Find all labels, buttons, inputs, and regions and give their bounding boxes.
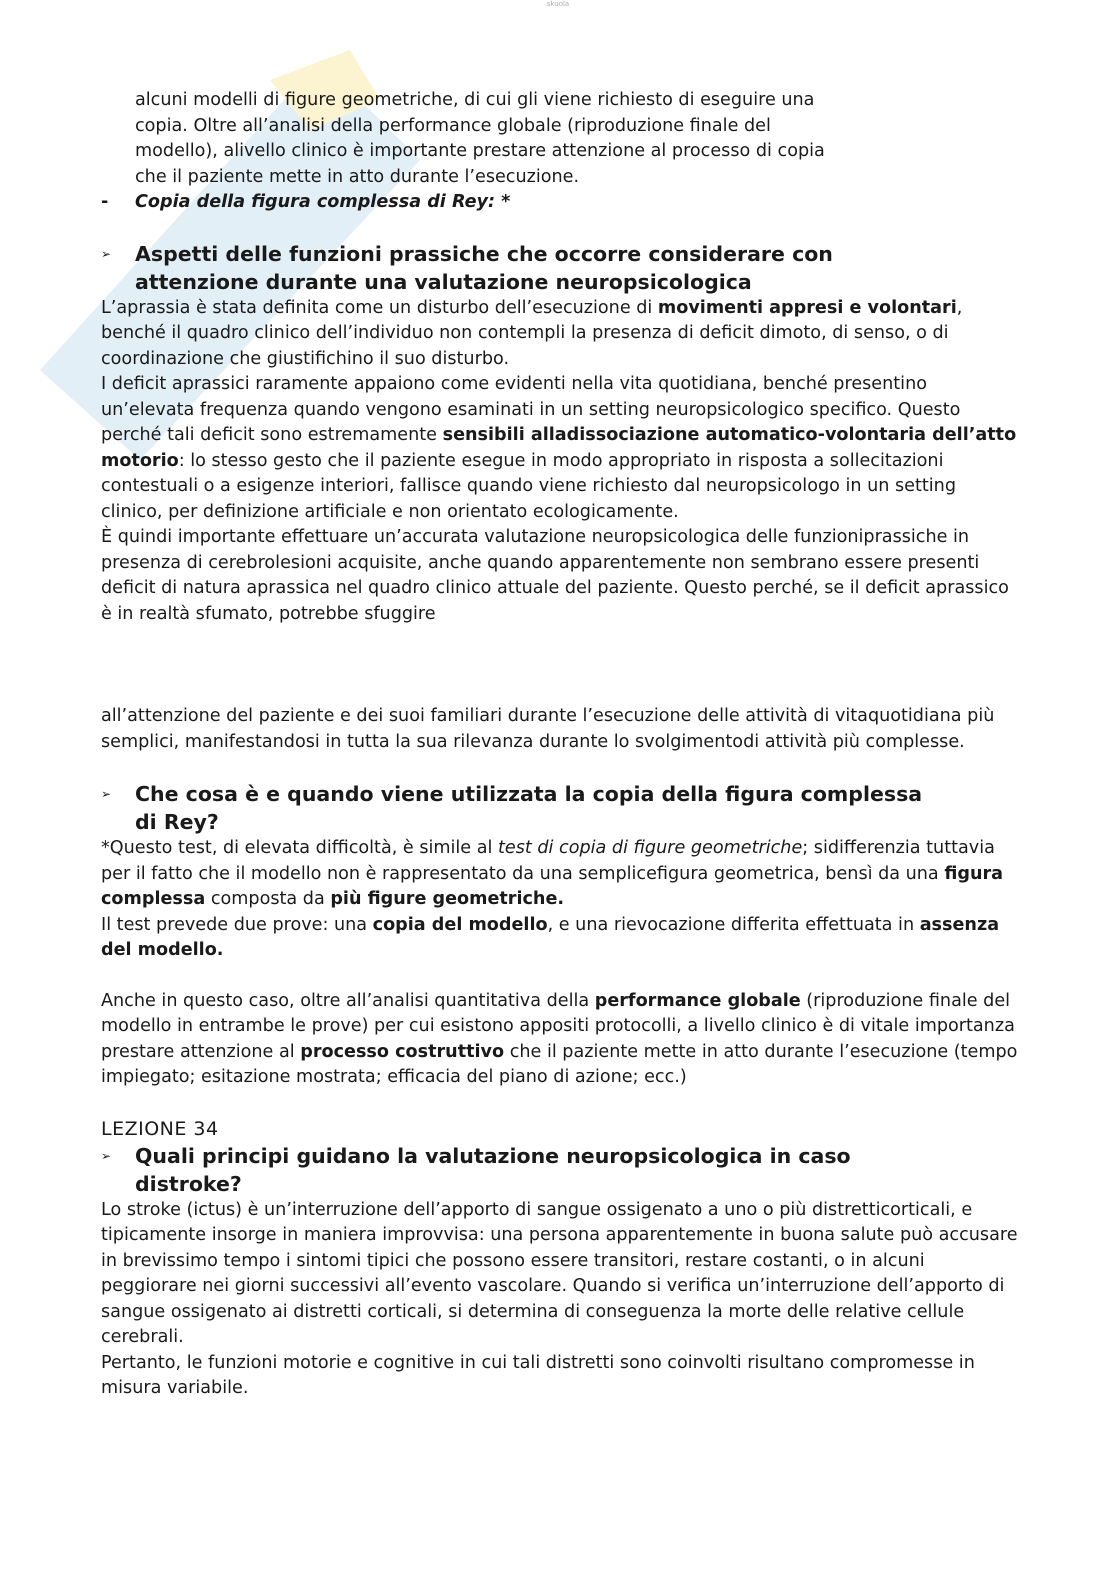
paragraph-rey-prove: Il test prevede due prove: una copia del modello, e una rievocazione differita effettuata in assenza del modello. [101, 914, 1000, 960]
paragraph-stroke-consequences: Pertanto, le funzioni motorie e cognitive in cui tali distretti sono coinvolti risultano compromesse in misura variabile. [101, 1352, 975, 1398]
lesson-heading: LEZIONE 34 [101, 1117, 219, 1140]
paragraph-attenzione-familiari: all’attenzione del paziente e dei suoi familiari durante l’esecuzione delle attività di vitaquotidiana più semplici, manifestandosi in tutta la sua rilevanza durante lo svolgimentodi attività più complesse. [101, 706, 995, 752]
list-item-rey: - Copia della figura complessa di Rey: * [101, 192, 511, 212]
paragraph-copia-intro: alcuni modelli di figure geometriche, di cui gli viene richiesto di eseguire una copia. Oltre all’analisi della performance globale (riproduzione finale del modello), alivello clinico è importante prestare attenzione al processo di copia che il paziente mette in atto durante l’esecuzione. [135, 90, 825, 187]
paragraph-valutazione-importante: È quindi importante effettuare un’accurata valutazione neuropsicologica delle funzioniprassiche in presenza di cerebrolesioni acquisite, anche quando apparentemente non sembrano essere presenti deficit di natura aprassica nel quadro clinico attuale del paziente. Questo perché, se il deficit aprassico è in realtà sfumato, potrebbe sfuggire [101, 527, 1009, 624]
paragraph-aprassia-definition: L’aprassia è stata definita come un disturbo dell’esecuzione di movimenti appresi e volontari, benché il quadro clinico dell’individuo non contempli la presenza di deficit dimoto, di senso, o di coordinazione che giustifichino il suo disturbo. [101, 297, 963, 369]
paragraph-rey-description: *Questo test, di elevata difficoltà, è simile al test di copia di figure geometriche; sidifferenzia tuttavia per il fatto che il modello non è rappresentato da una semplicefigura geometrica, bensì da una figura complessa composta da più figure geometriche. [101, 838, 1004, 909]
question-heading-prassiche: ➢ Aspetti delle funzioni prassiche che occorre considerare con attenzione durante una valutazione neuropsicologica [101, 241, 833, 294]
paragraph-deficit-aprassici: I deficit aprassici raramente appaiono come evidenti nella vita quotidiana, benché presentino un’elevata frequenza quando vengono esaminati in un setting neuropsicologico specifico. Questo perché tali deficit sono estremamente sensibili alladissociazione automatico-volontaria dell’atto motorio: lo stesso gesto che il paziente esegue in modo appropriato in risposta a sollecitazioni contestuali o a esigenze interiori, fallisce quando viene richiesto dal neuropsicologo in un setting clinico, per definizione artificiale e non orientato ecologicamente. [101, 374, 1017, 522]
paragraph-rey-performance: Anche in questo caso, oltre all’analisi quantitativa della performance globale (riproduzione finale del modello in entrambe le prove) per cui esistono appositi protocolli, a livello clinico è di vitale importanza prestare attenzione al processo costruttivo che il paziente mette in atto durante l’esecuzione (tempo impiegato; esitazione mostrata; efficacia del piano di azione; ecc.) [101, 990, 1018, 1087]
arrow-bullet-icon: ➢ [101, 787, 112, 801]
question-heading-rey: ➢ Che cosa è e quando viene utilizzata la copia della figura complessa di Rey? [101, 782, 923, 834]
arrow-bullet-icon: ➢ [101, 1148, 112, 1163]
header-mark: skuola [546, 0, 570, 8]
question-heading-stroke: ➢ Quali principi guidano la valutazione neuropsicologica in caso distroke? [101, 1143, 851, 1196]
paragraph-stroke-definition: Lo stroke (ictus) è un’interruzione dell’apporto di sangue ossigenato a uno o più distretticorticali, e tipicamente insorge in maniera improvvisa: una persona apparentemente in buona salute può accusare in brevissimo tempo i sintomi tipici che possono essere transitori, restare costanti, o in alcuni peggiorare nei giorni successivi all’evento vascolare. Quando si verifica un’interruzione dell’apporto di sangue ossigenato ai distretti corticali, si determina di conseguenza la morte delle relative cellule cerebrali. [101, 1199, 1018, 1347]
arrow-bullet-icon: ➢ [101, 246, 112, 261]
page-content [101, 88, 1021, 1402]
